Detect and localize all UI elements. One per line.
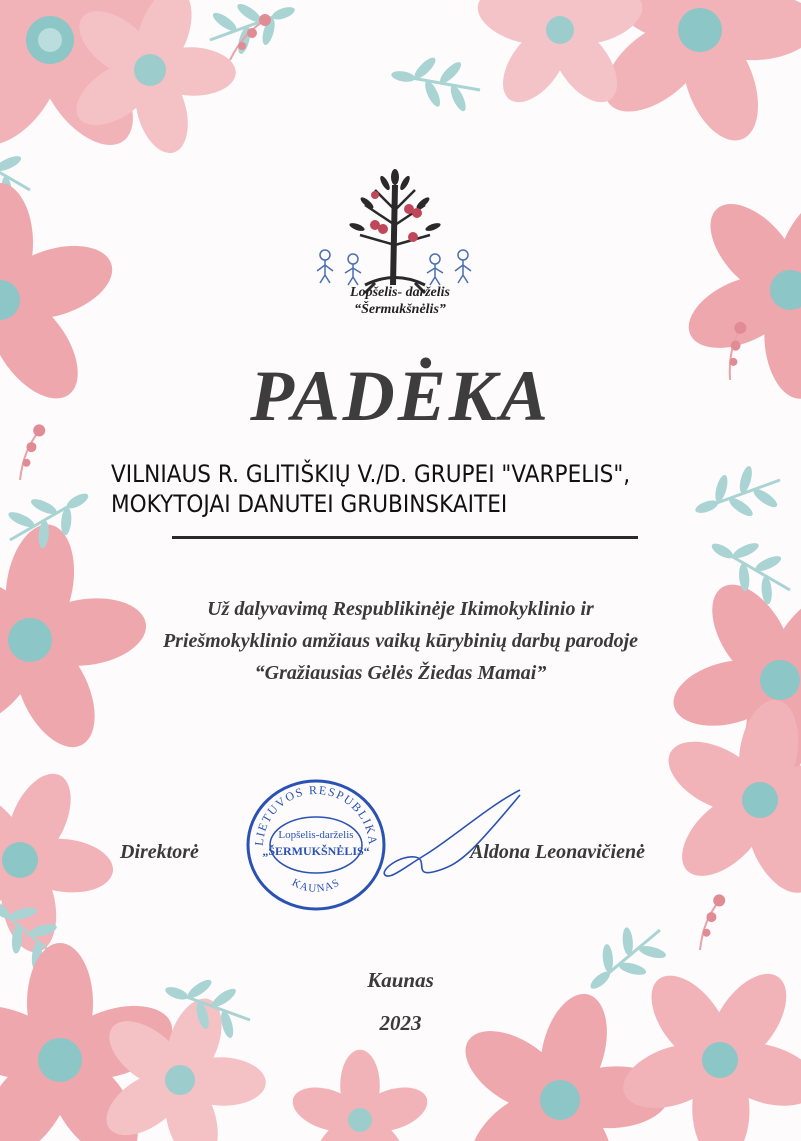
recipient-line1: VILNIAUS R. GLITIŠKIŲ V./D. GRUPEI "VARPELIS", (111, 460, 631, 488)
footer-year: 2023 (379, 1011, 422, 1035)
stamp-inner-line1: Lopšelis-darželis (278, 829, 354, 841)
footer-city: Kaunas (367, 968, 434, 992)
body-line3: “Gražiausias Gėlės Žiedas Mamai” (254, 662, 547, 684)
signer-name: Aldona Leonavičienė (470, 841, 645, 863)
certificate-title: PADĖKA (250, 356, 551, 436)
stamp-outer-bottom: KAUNAS (289, 876, 343, 895)
stamp-inner-line2: „ŠERMUKŠNĖLIS“ (262, 844, 370, 858)
body-line2: Priešmokyklinio amžiaus vaikų kūrybinių darbų parodoje (162, 630, 639, 652)
signer-role: Direktorė (120, 841, 199, 863)
svg-text:KAUNAS (290, 877, 342, 895)
logo-caption-line1: Lopšelis- darželis (350, 285, 450, 300)
logo-caption (300, 284, 500, 318)
divider-line (172, 536, 638, 539)
official-stamp (241, 775, 391, 915)
stamp-outer-top: LIETUVOS RESPUBLIKA (251, 782, 381, 847)
logo-caption-line2: “Šermukšnėlis” (354, 302, 446, 317)
recipient-line2: MOKYTOJAI DANUTEI GRUBINSKAITEI (111, 490, 508, 518)
body-line1: Už dalyvavimą Respublikinėje Ikimokyklinio ir (207, 598, 594, 620)
handwritten-signature (370, 785, 530, 885)
